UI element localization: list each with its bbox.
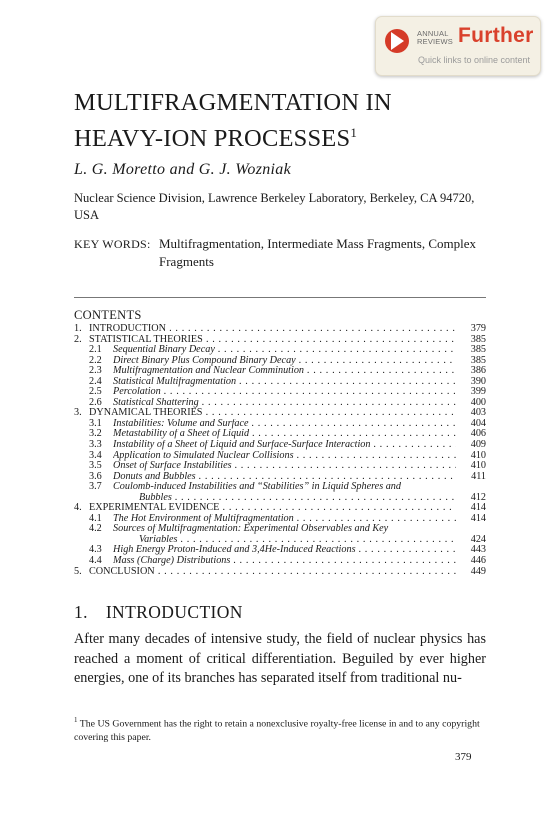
publisher-logo-text: ANNUAL REVIEWS <box>417 29 453 46</box>
title-footnote-mark: 1 <box>350 125 358 140</box>
toc-entry-number: 2.6 <box>89 396 102 408</box>
toc-entry-title: Variables . . . <box>139 535 456 546</box>
toc-entry[interactable] <box>74 366 486 377</box>
toc-entry[interactable] <box>74 524 486 535</box>
toc-entry[interactable] <box>74 451 486 462</box>
toc-entry-title: Application to Simulated Nuclear Collisions . . . <box>113 451 456 462</box>
toc-entry-number: 5. <box>74 565 82 577</box>
toc-entry-title: Coulomb-induced Instabilities and “Stabilities” in Liquid Spheres and <box>113 482 401 493</box>
toc-entry-number: 3. <box>74 407 82 419</box>
toc-entry-page: 379 <box>470 323 486 334</box>
footnote-text: The US Government has the right to retain a nonexclusive royalty-free license in and to any copyright covering this paper. <box>74 718 480 744</box>
toc-entry-title: Instability of a Sheet of Liquid and Surface-Surface Interaction . . . <box>113 440 456 451</box>
toc-entry-number: 3.1 <box>89 417 102 429</box>
toc-entry-page: 385 <box>470 344 486 356</box>
toc-entry-number: 4.2 <box>89 523 102 535</box>
toc-entry[interactable] <box>74 345 486 356</box>
toc-entry-page: 412 <box>470 491 486 503</box>
contents-heading: CONTENTS <box>74 308 142 322</box>
toc-entry-number: 2.2 <box>89 354 102 366</box>
toc-entry-page: 424 <box>470 533 486 545</box>
toc-entry-number: 3.2 <box>89 428 102 440</box>
toc-entry[interactable] <box>74 335 486 346</box>
toc-entry-page: 414 <box>470 502 486 514</box>
toc-entry[interactable] <box>74 377 486 388</box>
footnote-mark: 1 <box>74 716 78 724</box>
toc-entry-title: Donuts and Bubbles . . . <box>113 472 456 483</box>
toc-entry-page: 409 <box>470 439 486 451</box>
toc-entry-title: Sequential Binary Decay . . . <box>113 345 456 356</box>
toc-entry-number: 3.7 <box>89 481 102 493</box>
toc-entry[interactable] <box>74 514 486 525</box>
toc-entry-number: 2.5 <box>89 386 102 398</box>
toc-entry-number: 4.1 <box>89 512 102 524</box>
footnote <box>74 713 486 745</box>
toc-entry-title: DYNAMICAL THEORIES . . . <box>89 408 456 419</box>
toc-entry-number: 1. <box>74 323 82 334</box>
toc-entry-title: Sources of Multifragmentation: Experimental Observables and Key <box>113 524 389 535</box>
toc-entry[interactable] <box>74 408 486 419</box>
annual-reviews-further-badge[interactable] <box>375 16 541 76</box>
toc-entry[interactable] <box>74 461 486 472</box>
toc-entry-number: 3.5 <box>89 460 102 472</box>
toc-entry-page: 414 <box>470 512 486 524</box>
toc-entry-number: 4. <box>74 502 82 514</box>
toc-entry[interactable] <box>74 545 486 556</box>
toc-entry-number: 2.1 <box>89 344 102 356</box>
toc-entry-page: 410 <box>470 460 486 472</box>
toc-entry[interactable] <box>74 387 486 398</box>
toc-entry[interactable] <box>74 482 486 493</box>
toc-entry-page: 399 <box>470 386 486 398</box>
toc-entry-page: 385 <box>470 354 486 366</box>
toc-entry-title: EXPERIMENTAL EVIDENCE . . . <box>89 503 456 514</box>
toc-entry-number: 3.4 <box>89 449 102 461</box>
toc-entry-title: Statistical Multifragmentation . . . <box>113 377 456 388</box>
toc-entry-number: 3.3 <box>89 439 102 451</box>
toc-entry-title: The Hot Environment of Multifragmentation . . . <box>113 514 456 525</box>
play-arrow-icon <box>385 29 409 53</box>
further-logo: Further <box>458 24 534 47</box>
toc-entry[interactable] <box>74 556 486 567</box>
toc-entry-page: 446 <box>470 555 486 567</box>
body-paragraph: After many decades of intensive study, the field of nuclear physics has reached a moment of critical differentiation. Beguiled by ever higher energies, one of its branches has separated itself from traditional nu- <box>74 631 486 686</box>
toc-entry-title: Metastability of a Sheet of Liquid . . . <box>113 429 456 440</box>
toc-entry-number: 3.6 <box>89 470 102 482</box>
toc-entry-title: Percolation . . . <box>113 387 456 398</box>
toc-entry[interactable] <box>74 429 486 440</box>
toc-entry[interactable] <box>74 567 486 578</box>
toc-entry-number: 2. <box>74 333 82 345</box>
affiliation: Nuclear Science Division, Lawrence Berkeley Laboratory, Berkeley, CA 94720, USA <box>74 191 475 222</box>
toc-entry-number: 2.4 <box>89 375 102 387</box>
toc-entry-page: 406 <box>470 428 486 440</box>
page-number: 379 <box>455 751 472 763</box>
toc-entry[interactable] <box>74 472 486 483</box>
toc-entry-title: Onset of Surface Instabilities . . . <box>113 461 456 472</box>
toc-entry[interactable] <box>74 440 486 451</box>
toc-entry-page: 403 <box>470 407 486 419</box>
toc-entry[interactable] <box>74 503 486 514</box>
toc-entry[interactable] <box>74 398 486 409</box>
toc-entry[interactable] <box>74 419 486 430</box>
toc-entry[interactable] <box>74 324 486 335</box>
toc-entry-title: Statistical Shattering . . . <box>113 398 456 409</box>
toc-entry-title: Direct Binary Plus Compound Binary Decay . . . <box>113 356 456 367</box>
toc-entry[interactable] <box>74 493 486 504</box>
toc-entry-title: INTRODUCTION . . . <box>89 324 456 335</box>
toc-entry[interactable] <box>74 535 486 546</box>
badge-tagline: Quick links to online content <box>418 55 531 65</box>
toc-entry-page: 410 <box>470 449 486 461</box>
section-heading: 1. INTRODUCTION <box>74 602 243 622</box>
keywords: Multifragmentation, Intermediate Mass Fragments, Complex Fragments <box>159 236 476 269</box>
toc-entry-page: 443 <box>470 544 486 556</box>
toc-entry-title: Multifragmentation and Nuclear Comminution . . . <box>113 366 456 377</box>
keywords-label: KEY WORDS: <box>74 237 151 251</box>
table-of-contents <box>74 324 486 577</box>
toc-entry-page: 404 <box>470 417 486 429</box>
toc-entry-title: CONCLUSION . . . <box>89 567 456 578</box>
toc-entry-number: 2.3 <box>89 365 102 377</box>
toc-entry-page: 411 <box>471 470 486 482</box>
toc-entry-title: High Energy Proton-Induced and 3,4He-Induced Reactions . . . <box>113 545 456 556</box>
toc-entry-number: 4.4 <box>89 555 102 567</box>
authors: L. G. Moretto and G. J. Wozniak <box>74 161 291 178</box>
toc-entry-page: 386 <box>470 365 486 377</box>
toc-entry-title: Bubbles . . . <box>139 493 456 504</box>
article-title: MULTIFRAGMENTATION IN HEAVY-ION PROCESSES$^1$ <box>74 89 392 153</box>
toc-entry-title: STATISTICAL THEORIES . . . <box>89 335 456 346</box>
toc-entry-page: 449 <box>470 565 486 577</box>
toc-entry-title: Instabilities: Volume and Surface . . . <box>113 419 456 430</box>
toc-entry-page: 385 <box>470 333 486 345</box>
divider <box>74 297 486 298</box>
toc-entry-number: 4.3 <box>89 544 102 556</box>
toc-entry-title: Mass (Charge) Distributions . . . <box>113 556 456 567</box>
toc-entry[interactable] <box>74 356 486 367</box>
toc-entry-page: 400 <box>470 396 486 408</box>
toc-entry-page: 390 <box>470 375 486 387</box>
